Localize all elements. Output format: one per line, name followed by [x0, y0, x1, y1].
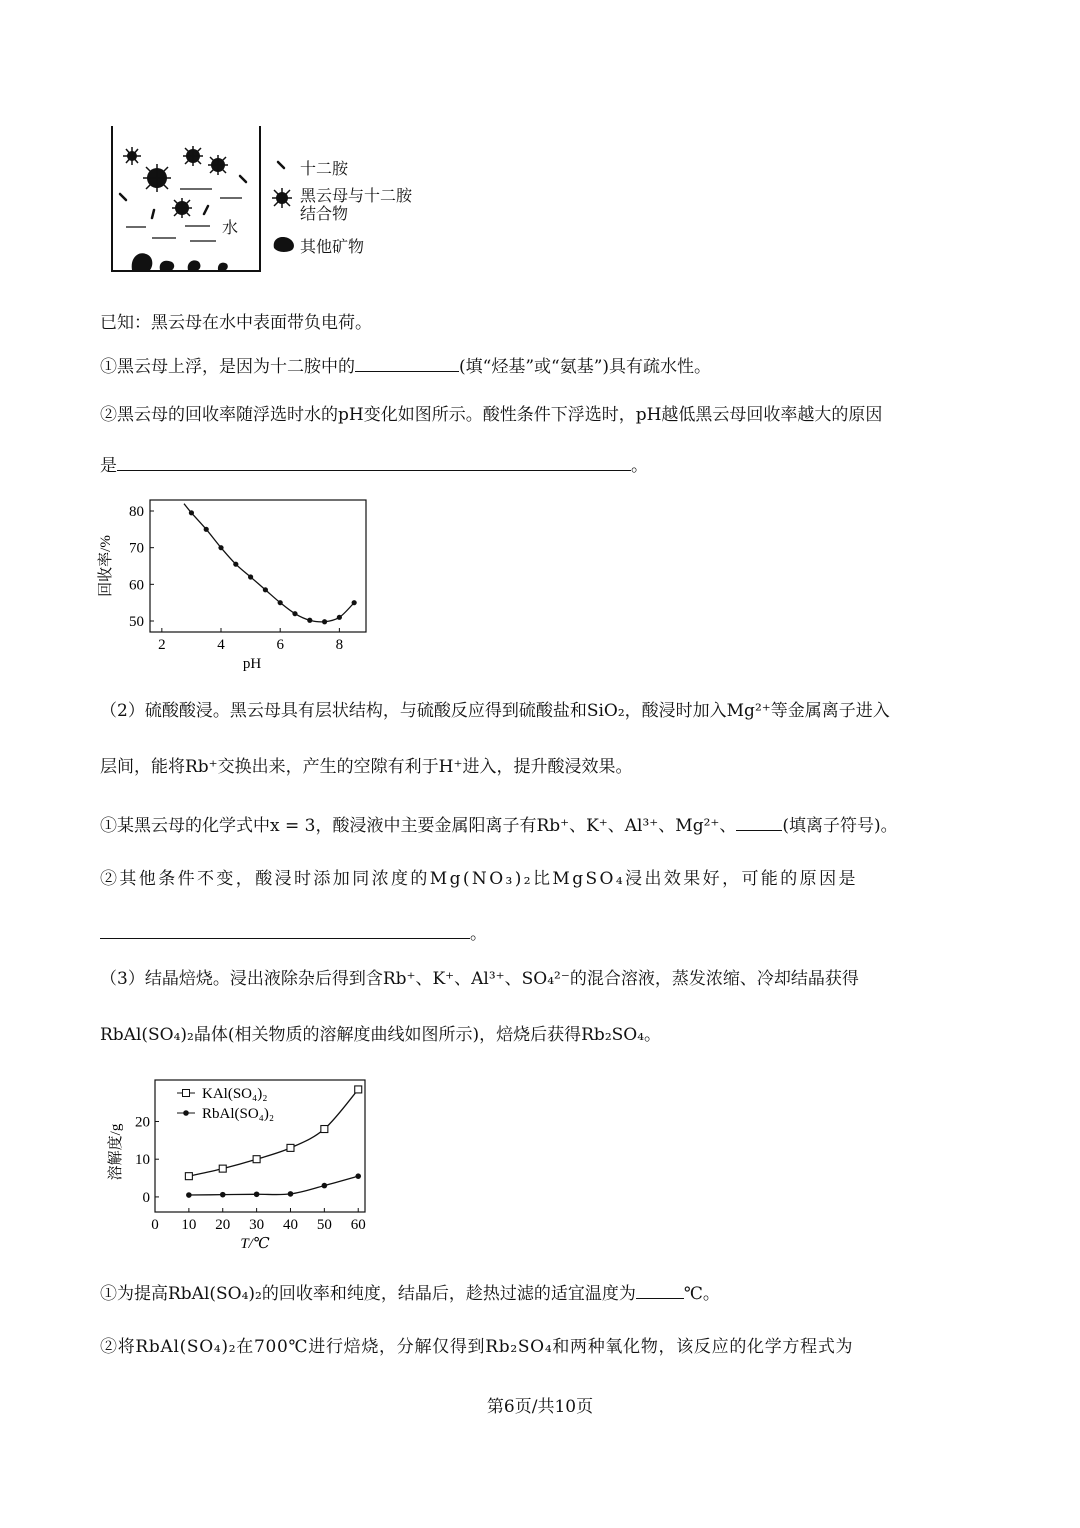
section-3-q1-text: ①为提高RbAl(SO₄)₂的回收率和纯度，结晶后，趁热过滤的适宜温度为 — [100, 1284, 636, 1304]
section-2-line1: （2）硫酸酸浸。黑云母具有层状结构，与硫酸反应得到硫酸盐和SiO₂，酸浸时加入Mg²⁺等金属离子进入 — [100, 701, 890, 721]
y-tick-label: 0 — [142, 1189, 150, 1206]
legend-amine-label: 十二胺 — [300, 159, 349, 178]
data-point — [278, 600, 283, 605]
spiky-ball-icon — [272, 188, 292, 208]
amine-stroke-icon — [278, 162, 284, 168]
legend-square-icon — [183, 1090, 190, 1097]
data-point-square — [287, 1144, 294, 1151]
y-tick-label: 60 — [129, 577, 144, 594]
legend-complex-line1: 黑云母与十二胺 — [300, 186, 413, 205]
x-tick-label: 10 — [181, 1217, 197, 1233]
x-tick-label: 50 — [316, 1217, 332, 1233]
data-point — [263, 587, 268, 592]
data-point-square — [321, 1126, 328, 1133]
data-point-square — [185, 1173, 192, 1180]
legend-dot-icon — [183, 1110, 189, 1116]
data-point — [218, 545, 223, 550]
data-point — [189, 510, 194, 515]
question-1-text-b: (填“烃基”或“氨基”)具有疏水性。 — [459, 357, 712, 377]
x-tick-label: 60 — [350, 1217, 366, 1233]
x-tick-label: 6 — [276, 637, 284, 653]
rbal-curve — [189, 1176, 358, 1195]
data-point-square — [219, 1165, 226, 1172]
page-footer: 第6页/共10页 — [486, 1397, 594, 1417]
data-point — [233, 562, 238, 567]
section-3-line2: RbAl(SO₄)₂晶体(相关物质的溶解度曲线如图所示)，焙烧后获得Rb₂SO₄。 — [100, 1025, 662, 1045]
water-label: 水 — [222, 218, 239, 237]
spiky-ball-icon — [127, 149, 225, 215]
question-1 — [100, 353, 985, 379]
section-2-q1 — [100, 812, 985, 838]
legend-label: KAl(SO₄)₂ — [202, 1086, 268, 1102]
paragraph-known: 已知：黑云母在水中表面带负电荷。 — [100, 313, 372, 333]
data-point — [352, 600, 357, 605]
x-axis-label: pH — [242, 656, 262, 672]
legend-minerals — [300, 234, 364, 257]
section-2-q1-end: (填离子符号)。 — [782, 816, 898, 836]
question-2-line1: ②黑云母的回收率随浮选时水的pH变化如图所示。酸性条件下浮选时，pH越低黑云母回收率越大的原因 — [100, 405, 883, 425]
data-point-square — [355, 1086, 362, 1093]
section-3-line1: （3）结晶焙烧。浸出液除杂后得到含Rb⁺、K⁺、Al³⁺、SO₄²⁻的混合溶液，蒸发浓缩、冷却结晶获得 — [100, 969, 859, 989]
data-point — [248, 574, 253, 579]
x-tick-label: 8 — [335, 637, 344, 653]
section-2-line2: 层间，能将Rb⁺交换出来，产生的空隙有利于H⁺进入，提升酸浸效果。 — [100, 757, 633, 777]
data-point — [337, 615, 342, 620]
question-2-line2 — [100, 452, 985, 478]
legend-label: RbAl(SO₄)₂ — [202, 1106, 275, 1122]
data-point — [204, 527, 209, 532]
y-tick-label: 80 — [129, 504, 144, 520]
question-2-text-b: 是 — [100, 456, 117, 476]
data-point-dot — [254, 1191, 260, 1197]
section-2-q2-end: 。 — [470, 924, 487, 944]
data-point — [292, 611, 297, 616]
plot-frame — [150, 500, 366, 632]
x-axis-label: T/℃ — [240, 1236, 270, 1252]
data-point-dot — [355, 1173, 361, 1179]
section-2-q1-text: ①某黑云母的化学式中x = 3，酸浸液中主要金属阳离子有Rb⁺、K⁺、Al³⁺、Mg²⁺、 — [100, 816, 737, 836]
answer-blank[interactable] — [100, 920, 470, 939]
data-point-dot — [220, 1192, 226, 1198]
y-tick-label: 10 — [135, 1152, 150, 1169]
solubility-chart — [100, 1072, 400, 1258]
recovery-curve — [184, 504, 354, 622]
y-tick-label: 50 — [129, 614, 144, 630]
y-tick-label: 70 — [129, 540, 144, 557]
question-1-text-a: ①黑云母上浮，是因为十二胺中的 — [100, 357, 355, 377]
data-point-dot — [288, 1191, 294, 1197]
section-3-q1-end: ℃。 — [683, 1284, 720, 1304]
answer-blank[interactable] — [736, 812, 782, 831]
answer-blank[interactable] — [636, 1280, 684, 1299]
x-tick-label: 40 — [282, 1217, 298, 1233]
data-point — [322, 619, 327, 624]
section-3-q2: ②将RbAl(SO₄)₂在700℃进行焙烧，分解仅得到Rb₂SO₄和两种氧化物，该反应的化学方程式为 — [100, 1337, 854, 1357]
data-point-dot — [322, 1183, 328, 1189]
question-2-end: 。 — [631, 456, 648, 476]
legend-minerals-label: 其他矿物 — [300, 237, 365, 256]
section-2-q2-line2 — [100, 920, 985, 946]
recovery-chart — [92, 492, 382, 672]
data-point-square — [253, 1156, 260, 1163]
x-tick-label: 0 — [151, 1217, 159, 1233]
data-point — [307, 618, 312, 623]
legend-amine — [300, 156, 348, 179]
kal-curve — [189, 1089, 358, 1176]
data-point-dot — [186, 1192, 192, 1198]
answer-blank[interactable] — [117, 452, 631, 471]
y-tick-label: 20 — [135, 1114, 150, 1131]
x-tick-label: 2 — [158, 637, 166, 653]
y-axis-label: 溶解度/g — [108, 1123, 124, 1181]
blob-icon — [274, 237, 294, 252]
answer-blank[interactable] — [355, 353, 459, 372]
blob-icon — [132, 253, 228, 271]
section-2-q2: ②其他条件不变，酸浸时添加同浓度的Mg(NO₃)₂比MgSO₄浸出效果好，可能的原因是 — [100, 869, 858, 889]
x-tick-label: 20 — [215, 1217, 231, 1233]
legend-complex — [300, 187, 412, 224]
x-tick-label: 4 — [217, 637, 225, 653]
legend-complex-line2: 结合物 — [300, 204, 349, 224]
section-3-q1 — [100, 1280, 985, 1306]
y-axis-label: 回收率/% — [98, 535, 114, 597]
x-tick-label: 30 — [249, 1217, 265, 1233]
